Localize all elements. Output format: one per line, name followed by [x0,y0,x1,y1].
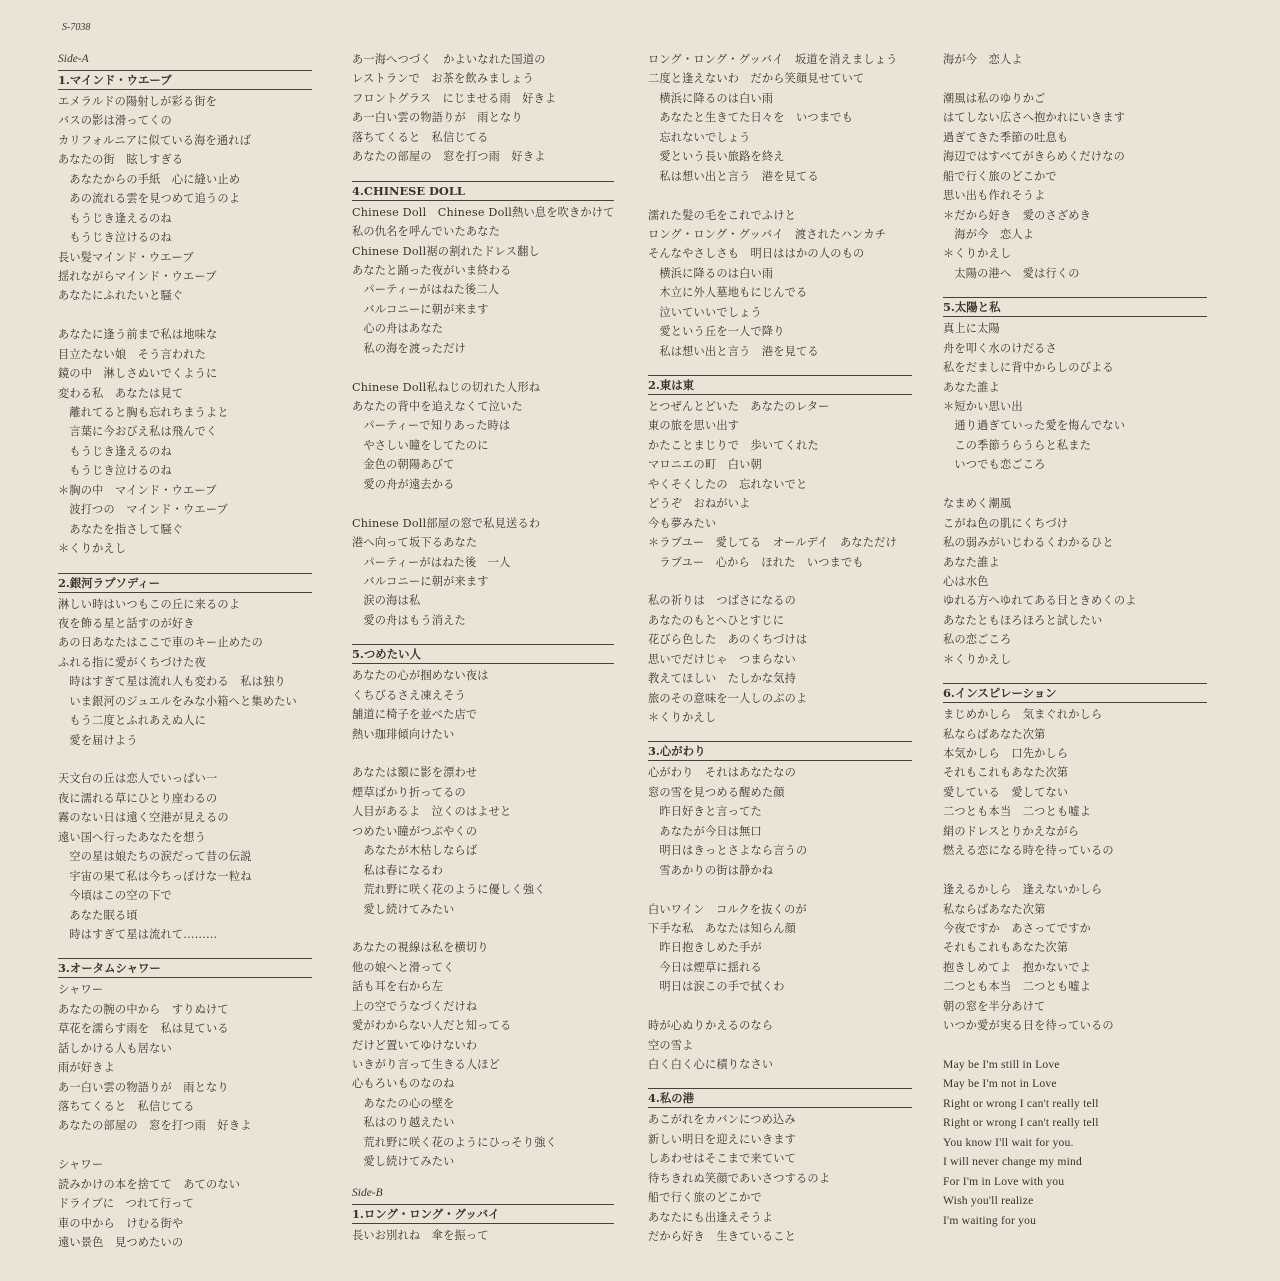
lyric-line: 草花を濡らす雨を 私は見ている [58,1022,229,1036]
lyric-line: あなたの部屋の 窓を打つ雨 好きよ [58,1119,252,1133]
lyric-line: それもこれもあなた次第 [943,941,1069,955]
stanza-gap [648,997,912,1016]
lyric-line: 私ならばあなた次第 [943,727,1046,741]
catalog-number: S-7038 [62,22,91,33]
lyric-line: 私の仇名を呼んでいたあなた [352,225,501,239]
lyric-line: 愛がわからない人だと知ってる [352,1019,512,1033]
lyric-line: ＊だから好き 愛のさざめき [943,208,1092,222]
lyric-line: ドライブに つれて行って [58,1197,194,1211]
lyric-line: 車の中から けむる街や [58,1216,184,1230]
stanza-gap [58,1136,312,1155]
lyric-line: カリフォルニアに似ている海を通れば [58,133,252,147]
lyric-line: 空の雪よ [648,1038,694,1052]
lyric-line: 荒れ野に咲く花のように優しく強く [352,883,546,897]
lyric-line: 時はすぎて星は流れ人も変わる 私は独り [58,675,286,689]
lyric-line: ＊くりかえし [648,711,717,724]
lyric-line: あ一海へつづく かよいなれた国道の [352,53,546,66]
stanza-gap [648,572,912,591]
lyric-line: いつでも恋ごころ [943,458,1046,472]
stanza-gap [943,861,1207,880]
lyric-line: Right or wrong I can't really tell [943,1096,1099,1110]
lyric-line: そんなやさしさも 明日ははかの人のもの [648,247,865,261]
lyric-line: 燃える恋になる時を待っているの [943,844,1114,858]
lyric-line: あ一白い雲の物語りが 雨となり [352,111,523,125]
lyric-line: バスの影は滑ってくの [58,114,172,128]
section-gap [943,669,1207,681]
lyric-line: やくそくしたの 忘れないでと [648,477,808,491]
song-title: 2.銀河ラプソディー [58,573,312,593]
lyric-line: 夜に濡れる草にひとり座わるの [58,791,218,805]
lyric-line: 天文台の丘は恋人でいっぱい一 [58,772,218,786]
lyric-line: 本気かしら 口先かしら [943,747,1069,760]
lyric-line: 心もろいものなのね [352,1077,455,1091]
lyric-line: 落ちてくると 私信じてる [352,130,489,144]
lyric-line: 新しい明日を迎えにいきます [648,1132,797,1146]
stanza-gap [58,750,312,769]
stanza-gap [943,475,1207,494]
lyrics-column-4 [943,50,1207,1230]
lyric-line: あなたは額に影を漂わせ [352,766,478,780]
side-label: Side-A [58,53,89,65]
lyric-line: ＊ラブユー 愛してる オールデイ あなただけ [648,536,897,550]
lyric-line: 今頃はこの空の下で [58,889,172,903]
lyric-line: 二つとも本当 二つとも嘘よ [943,805,1092,819]
lyric-line: 落ちてくると 私信じてる [58,1100,195,1113]
lyric-line: 白く白く心に積りなさい [648,1058,774,1071]
lyric-line: 下手な私 あなたは知らん顔 [648,921,797,935]
lyric-line: 時はすぎて星は流れて……… [58,927,218,941]
lyric-line: Chinese Doll私ねじの切れた人形ね [352,380,541,394]
lyric-line: 長いお別れね 傘を振って [352,1228,489,1242]
lyric-line: まじめかしら 気まぐれかしら [943,708,1103,722]
lyric-line: あなた誰よ [943,380,1000,394]
lyric-line: Chinese Doll Chinese Doll熱い息を吹きかけて [352,205,615,219]
lyric-line: 花びら色した あのくちづけは [648,633,808,647]
lyric-line: あの日あなたはここで車のキー止めたの [58,636,263,650]
lyric-line: はてしない広さへ抱かれにいきます [943,111,1126,125]
lyric-line: あなたともほろほろと試したい [943,613,1103,627]
lyric-line: 遠い国へ行ったあなたを想う [58,830,207,844]
lyric-line: あなたを指さして騒ぐ [58,522,184,536]
lyric-line: くちびるさえ凍えそう [352,688,466,702]
lyric-line: 明日は涙この手で拭くわ [648,980,785,994]
lyric-line: パーティーがはねた後二人 [352,283,500,297]
song-title: 5.太陽と私 [943,297,1207,317]
lyric-line: 愛の舟はもう消えた [352,613,466,627]
lyric-line: あなたと踊った夜がいま終わる [352,263,512,277]
lyric-line: 思い出も作れそうよ [943,189,1046,203]
lyric-line: 話も耳を右から左 [352,980,444,994]
lyric-line: 明日はきっとさよなら言うの [648,844,808,858]
stanza-gap [352,919,614,938]
lyric-line: 海が今 恋人よ [943,53,1023,66]
lyric-line: あなたに逢う前まで私は地味な [58,328,218,342]
stanza-gap [648,880,912,899]
lyric-line: あなたの心の壁を [352,1096,455,1110]
lyric-line: 波打つの マインド・ウエーブ [58,503,229,517]
lyric-line: For I'm in Love with you [943,1174,1065,1188]
lyric-line: 愛を届けよう [58,733,138,747]
lyric-line: 他の娘へと滑ってく [352,960,455,974]
lyric-line: 過ぎてきた季節の吐息も [943,130,1069,144]
lyric-line: 窓の雪を見つめる醒めた顔 [648,785,785,799]
stanza-gap [352,494,614,513]
lyric-line: 変わる私 あなたは見て [58,386,184,400]
stanza-gap [352,358,614,377]
lyric-line: I'm waiting for you [943,1213,1037,1227]
lyric-line: 私は想い出と言う 港を見てる [648,344,819,358]
lyric-line: 雪あかりの街は静かね [648,863,774,877]
lyric-line: こがね色の肌にくちづけ [943,516,1069,530]
lyric-line: 木立に外人墓地もにじんでる [648,286,808,300]
lyric-line: フロントグラス にじませる雨 好きよ [352,91,557,105]
lyric-line: May be I'm not in Love [943,1077,1057,1091]
section-gap [648,361,912,373]
lyric-line: 揺れながらマインド・ウエーブ [58,269,217,283]
section-gap [352,630,614,642]
lyric-line: それもこれもあなた次第 [943,766,1069,780]
lyric-line: あの流れる雲を見つめて追うのよ [58,192,241,206]
lyric-line: ＊短かい思い出 [943,400,1023,413]
song-title: 3.オータムシャワー [58,958,312,978]
lyric-line: パーティーで知りあった時は [352,419,511,433]
lyric-line: 逢えるかしら 逢えないかしら [943,883,1103,897]
lyric-line: 目立たない娘 そう言われた [58,347,207,361]
lyric-line: 泣いていいでしょう [648,305,762,319]
lyric-line: 二度と逢えないわ だから笑顔見せていて [648,72,865,86]
lyric-line: 私の恋ごころ [943,633,1012,647]
lyric-line: I will never change my mind [943,1155,1083,1169]
lyric-line: 夜を飾る星と話すのが好き [58,616,195,630]
lyric-line: 待ちきれぬ笑顔であいさつするのよ [648,1171,831,1185]
lyric-line: 上の空でうなづくだけね [352,999,478,1013]
lyric-line: 忘れないでしょう [648,130,751,144]
lyric-line: 私の弱みがいじわるくわかるひと [943,536,1114,550]
lyric-line: だから好き 生きていること [648,1230,797,1244]
lyric-line: 離れてると胸も忘れちまうよと [58,406,229,419]
lyric-line: どうぞ おねがいよ [648,497,751,511]
lyric-line: いつか愛が実る日を待っているの [943,1019,1114,1033]
lyric-line: 横浜に降るのは白い雨 [648,266,774,280]
lyric-line: 今日は煙草に揺れる [648,960,762,974]
lyric-line: 朝の窓を半分あけて [943,999,1046,1013]
lyric-line: May be I'm still in Love [943,1058,1060,1071]
lyric-line: いま銀河のジュエルをみな小箱へと集めたい [58,694,297,708]
lyric-line: 太陽の港へ 愛は行くの [943,266,1080,280]
lyric-line: 港へ向って坂下るあなた [352,536,478,550]
lyric-line: 船で行く旅のどこかで [648,1191,762,1205]
lyric-line: 涙の海は私 [352,594,421,608]
lyric-line: 思いでだけじゃ つまらない [648,652,797,666]
lyric-line: 東の旅を思い出す [648,419,740,433]
lyric-line: 教えてほしい たしかな気持 [648,672,797,686]
lyric-line: あなたの街 眩しすぎる [58,153,184,167]
lyric-line: ふれる指に愛がくちづけた夜 [58,655,206,669]
lyric-line: ロング・ロング・グッバイ 坂道を消えましょう [648,53,898,66]
lyric-line: あなたの心が掴めない夜は [352,669,489,683]
lyric-line: あなたのもとへひとすじに [648,613,785,627]
lyric-line: 二つとも本当 二つとも嘘よ [943,980,1092,994]
song-title: 5.つめたい人 [352,644,614,664]
section-gap [648,727,912,739]
lyric-line: 宇宙の果て私は今ちっぽけな一粒ね [58,869,252,883]
lyric-line: 煙草ばかり折ってるの [352,785,466,799]
section-gap [352,167,614,179]
lyric-line: やさしい瞳をしてたのに [352,438,489,452]
lyric-line: 人目があるよ 泣くのはよせと [352,805,512,819]
lyric-line: 今も夢みたい [648,516,717,530]
lyric-line: 横浜に降るのは白い雨 [648,91,774,105]
lyric-line: 淋しい時はいつもこの丘に来るのよ [58,597,241,611]
lyric-line: 遠い景色 見つめたいの [58,1236,184,1250]
stanza-gap [352,744,614,763]
lyric-line: この季節うらうらと私また [943,438,1092,452]
lyric-line: とつぜんとどいた あなたのレター [648,400,830,413]
lyric-line: 潮風は私のゆりかご [943,91,1046,105]
lyric-line: 心の舟はあなた [352,322,444,336]
lyric-line: 愛の舟が遠去かる [352,477,455,491]
lyric-line: 私はのり越えたい [352,1116,455,1130]
lyric-line: Wish you'll realize [943,1194,1034,1208]
lyric-line: マロニエの町 白い朝 [648,458,762,472]
lyric-line: 心は水色 [943,574,989,588]
lyric-line: いきがり言って生きる人ほど [352,1058,501,1071]
lyric-line: つめたい瞳がつぶやくの [352,824,478,838]
lyrics-column-1 [58,50,312,1253]
lyric-line: Chinese Doll部屋の窓で私見送るわ [352,516,541,530]
section-gap [352,1172,614,1184]
lyric-line: 時が心ぬりかえるのなら [648,1019,774,1033]
lyric-line: ＊くりかえし [943,652,1012,666]
lyric-line: 愛という丘を一人で降り [648,325,785,339]
lyric-line: あなたからの手紙 心に縫い止め [58,172,241,186]
lyric-line: 鏡の中 淋しさぬいでくように [58,367,218,381]
lyric-line: 読みかけの本を捨てて あてのない [58,1177,241,1191]
lyric-line: あ一白い雲の物語りが 雨となり [58,1080,229,1094]
lyric-line: 私ならばあなた次第 [943,902,1046,916]
lyric-line: 白いワイン コルクを抜くのが [648,902,807,916]
lyric-line: 愛し続けてみたい [352,1155,455,1169]
lyric-line: 愛し続けてみたい [352,902,455,916]
lyric-line: 船で行く旅のどこかで [943,169,1057,183]
side-label: Side-B [352,1186,383,1199]
stanza-gap [943,69,1207,88]
lyric-line: Right or wrong I can't really tell [943,1116,1099,1130]
lyric-line: 海が今 恋人よ [943,227,1035,241]
lyric-line: なまめく潮風 [943,497,1012,511]
lyrics-column-2 [352,50,614,1245]
lyric-line: しあわせはそこまで来ていて [648,1152,797,1166]
lyric-line: ロング・ロング・グッバイ 渡されたハンカチ [648,227,887,241]
lyric-line: 金色の朝陽あびて [352,458,455,472]
song-title: 4.CHINESE DOLL [352,181,614,201]
lyric-line: あなた誰よ [943,555,1000,569]
lyric-line: ラブユー 心から ほれた いつまでも [648,555,864,569]
lyric-line: もうじき逢えるのね [58,444,172,458]
lyric-line: 旅のその意味を一人しのぶのよ [648,691,808,705]
lyric-line: バルコニーに朝が来ます [352,574,489,588]
lyric-line: 昨日抱きしめた手が [648,941,762,955]
lyric-line: もうじき逢えるのね [58,211,172,225]
lyric-line: シャワー [58,1158,104,1172]
lyric-line: ＊くりかえし [943,247,1012,261]
lyric-line: あなたの腕の中から すりぬけて [58,1002,229,1016]
lyric-line: 舟を叩く水のけだるさ [943,341,1057,355]
lyric-line: Chinese Doll裾の割れたドレス翻し [352,244,540,258]
lyric-line: 愛という長い旅路を終え [648,150,785,164]
lyric-line: 抱きしめてよ 抱かないでよ [943,960,1092,974]
lyrics-column-3 [648,50,912,1247]
lyric-line: 私は想い出と言う 港を見てる [648,169,819,183]
lyric-line: あこがれをカバンにつめ込み [648,1113,796,1127]
lyric-line: 絹のドレスとりかえながら [943,824,1080,838]
lyric-line: 真上に太陽 [943,322,1000,336]
lyric-line: もうじき泣けるのね [58,464,172,478]
lyric-line: ＊くりかえし [58,542,127,556]
stanza-gap [58,306,312,325]
lyric-line: 私の祈りは つばさになるの [648,594,797,608]
lyric-line: 通り過ぎていった愛を悔んでない [943,419,1126,433]
lyric-line: 私の海を渡っただけ [352,341,466,355]
lyric-line: 長い髪マインド・ウエーブ [58,250,194,264]
lyric-line: ゆれる方へゆれてある日ときめくのよ [943,594,1137,608]
section-gap [648,1074,912,1086]
lyric-line: 霧のない日は遠く空港が見えるの [58,811,229,825]
lyric-line: ＊胸の中 マインド・ウエーブ [58,483,217,497]
lyric-line: パーティーがはねた後 一人 [352,555,511,569]
lyric-line: だけど置いてゆけないわ [352,1038,478,1052]
lyric-line: もう二度とふれあえぬ人に [58,714,207,728]
song-title: 4.私の港 [648,1088,912,1108]
song-title: 3.心がわり [648,741,912,761]
lyric-line: 私は春になるわ [352,863,444,877]
lyric-line: エメラルドの陽射しが彩る街を [58,95,218,108]
lyric-line: あなたにも出逢えそうよ [648,1210,774,1224]
lyric-line: あなたにふれたいと騒ぐ [58,289,184,303]
song-title: 1.ロング・ロング・グッバイ [352,1204,614,1224]
section-gap [58,559,312,571]
section-gap [58,944,312,956]
lyric-line: シャワー [58,983,104,997]
lyric-line: 濡れた髪の毛をこれでふけと [648,208,797,222]
lyric-line: 言葉に今おびえ私は飛んでく [58,425,218,439]
song-title: 6.インスピレーション [943,683,1207,703]
lyric-line: 話しかける人も居ない [58,1041,172,1055]
stanza-gap [648,186,912,205]
lyric-line: あなたの背中を追えなくて泣いた [352,400,523,413]
lyric-line: 愛している 愛してない [943,785,1069,799]
lyric-line: 心がわり それはあなたなの [648,766,797,780]
lyric-line: あなたが今日は無口 [648,824,762,838]
lyric-line: 海辺ではすべてがきらめくだけなの [943,150,1125,164]
lyric-line: あなた眠る頃 [58,908,138,922]
lyric-line: あなたが木枯しならば [352,844,478,858]
lyric-line: あなたの視線は私を横切り [352,941,489,955]
lyric-line: 空の星は娘たちの涙だって昔の伝説 [58,850,252,864]
lyric-line: もうじき泣けるのね [58,231,172,245]
song-title: 1.マインド・ウエーブ [58,70,312,90]
song-title: 2.東は東 [648,375,912,395]
lyric-line: 舗道に椅子を並べた店で [352,708,478,722]
lyric-line: あなたと生きてた日々を いつまでも [648,111,853,125]
lyric-line: You know I'll wait for you. [943,1135,1074,1149]
lyric-line: かたことまじりで 歩いてくれた [648,438,819,452]
lyric-line: バルコニーに朝が来ます [352,302,489,316]
stanza-gap [943,1036,1207,1055]
lyric-line: 私をだましに背中からしのびよる [943,361,1114,375]
lyric-line: 荒れ野に咲く花のようにひっそり強く [352,1135,557,1149]
lyric-line: 昨日好きと言ってた [648,805,762,819]
lyric-line: 雨が好きよ [58,1061,115,1075]
lyric-line: 熱い珈琲傾向けたい [352,727,455,741]
lyric-line: 今夜ですか あさってですか [943,921,1092,935]
lyric-line: レストランで お茶を飲みましょう [352,72,534,86]
section-gap [943,283,1207,295]
lyric-line: あなたの部屋の 窓を打つ雨 好きよ [352,150,546,164]
